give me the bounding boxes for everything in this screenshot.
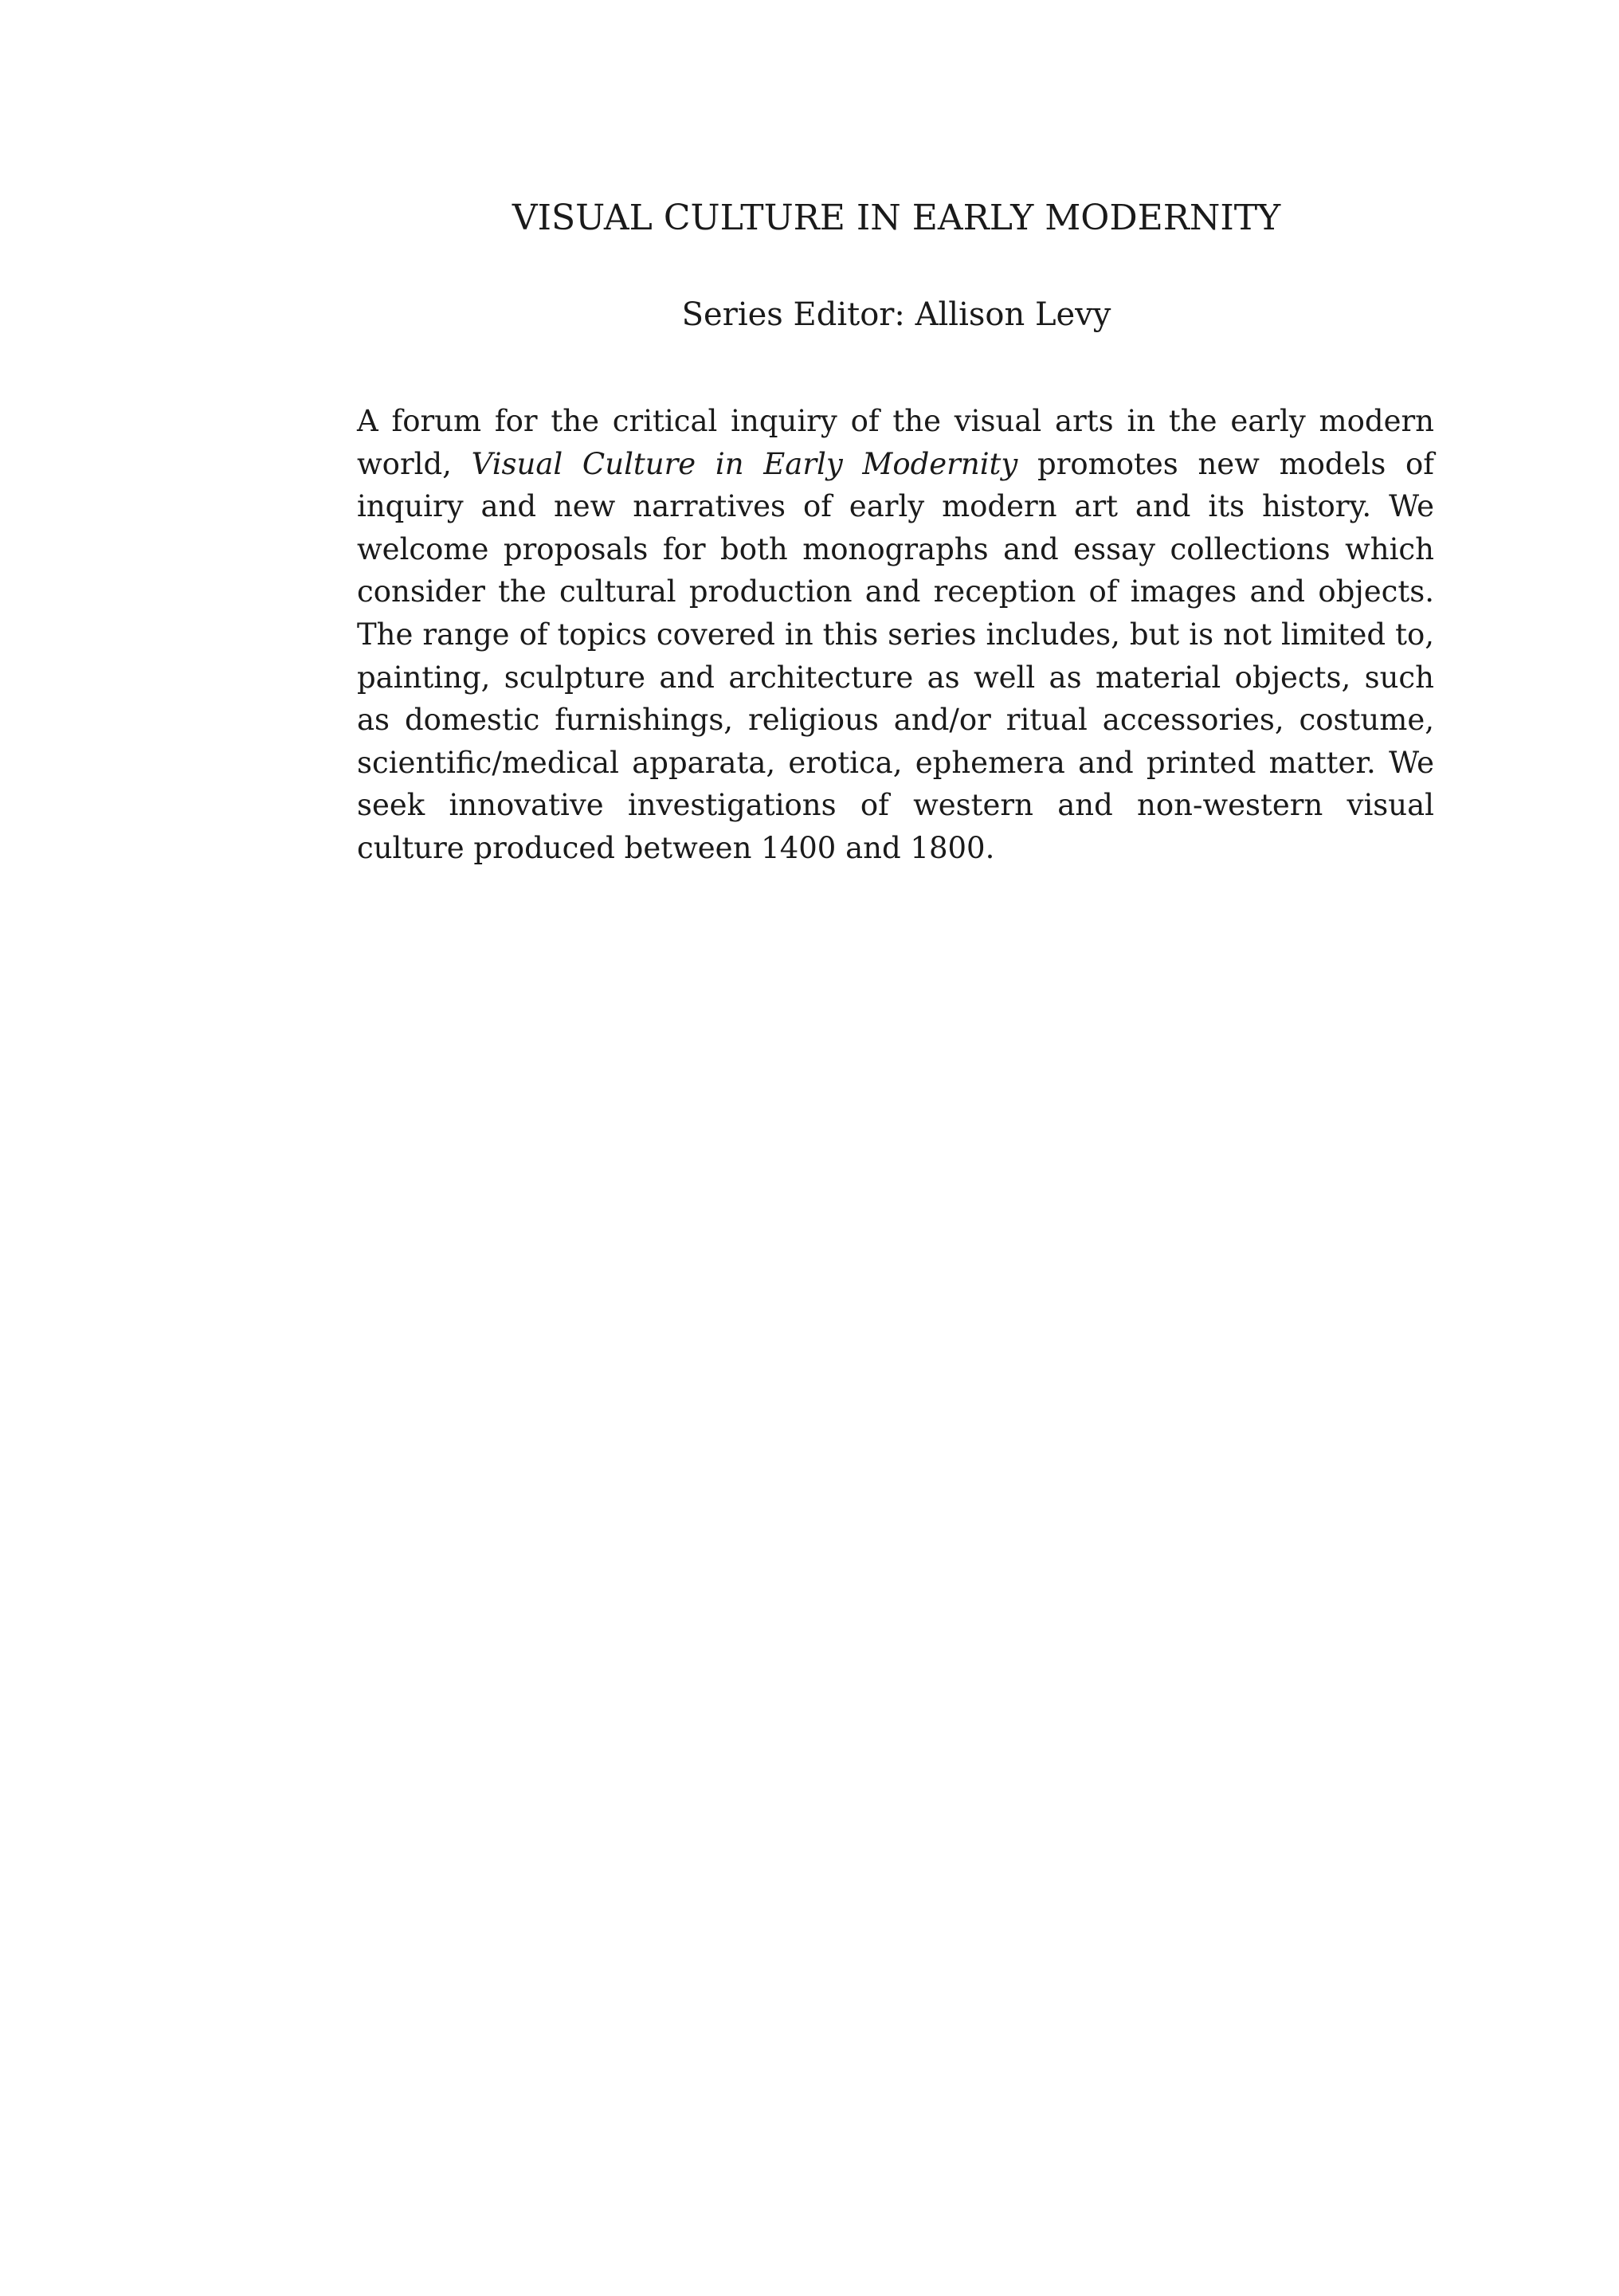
description-italic-title: Visual Culture in Early Modernity: [471, 446, 1018, 481]
series-title: VISUAL CULTURE IN EARLY MODERNITY: [512, 198, 1281, 238]
description-lead: A forum for the critical inquiry of the visual arts in the early modern world,: [357, 404, 1434, 481]
series-description: [357, 400, 1434, 870]
description-body: promotes new models of inquiry and new narratives of early modern art and its history. We welcome proposals for both monographs and essay collections which consider the cultural production and reception of images and objects. The range of topics covered in this series includes, but is not limited to, painting, sculpture and architecture as well as material objects, such as domestic furnishings, religious and/or ritual accessories, costume, scientific/medical apparata, erotica, ephemera and printed matter. We seek innovative investigations of western and non-western visual culture produced between 1400 and 1800.: [357, 446, 1434, 865]
series-editor: Series Editor: Allison Levy: [681, 296, 1111, 333]
